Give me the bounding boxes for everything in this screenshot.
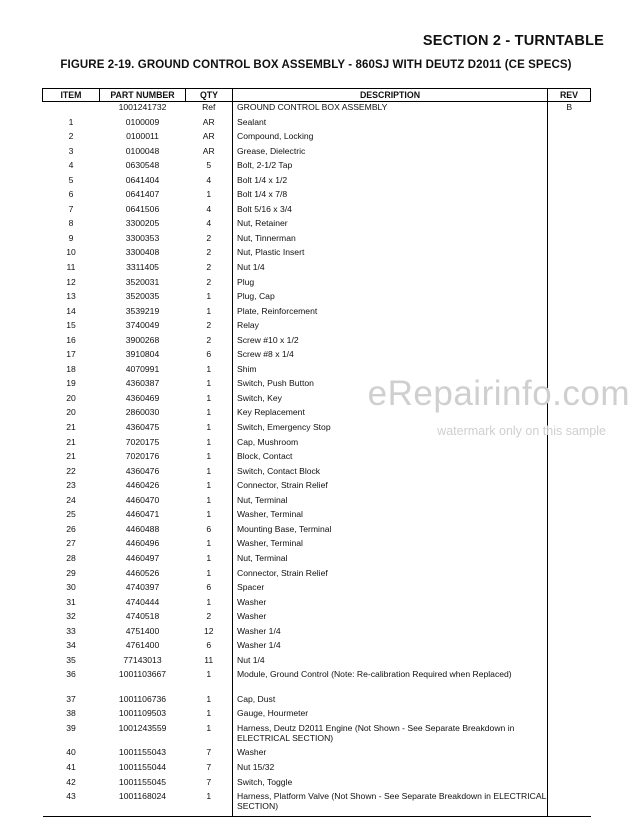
cell-part-number: 4460470: [125, 494, 160, 505]
cell-part-number: 4460471: [125, 509, 160, 520]
cell-part-number: 3900268: [125, 334, 160, 345]
watermark-note: watermark only on this sample: [437, 424, 606, 438]
cell-quantity: 2: [206, 262, 212, 273]
cell-part-number: 4460497: [125, 552, 160, 563]
cell-part-number: 3311405: [126, 262, 159, 273]
cell-quantity: 6: [206, 523, 212, 534]
cell-description: Harness, Deutz D2011 Engine (Not Shown - See Separate Breakdown in ELECTRICAL SECTION): [233, 723, 548, 748]
cell-description: Plate, Reinforcement: [233, 306, 548, 321]
table-row: [43, 777, 591, 792]
cell-item-number: 20: [66, 407, 76, 418]
cell-part-number: 3520035: [125, 291, 160, 302]
cell-item-number: [43, 102, 100, 117]
cell-revision: [548, 306, 591, 321]
cell-quantity: 1: [206, 189, 212, 200]
table-row: [43, 189, 591, 204]
cell-revision: [548, 723, 591, 748]
table-row: [43, 669, 591, 694]
cell-item-number: 8: [68, 218, 74, 229]
cell-part-number: 1001168024: [100, 791, 186, 816]
cell-revision: [548, 524, 591, 539]
column-header-rev: REV: [548, 89, 591, 102]
cell-description: Harness, Platform Valve (Not Shown - See Separate Breakdown in ELECTRICAL SECTION): [233, 791, 548, 816]
table-row: [43, 723, 591, 748]
cell-revision: [548, 146, 591, 161]
cell-item-number: 18: [66, 363, 76, 374]
table-row: [43, 146, 591, 161]
cell-quantity: AR: [202, 145, 215, 156]
cell-item-number: 19: [66, 378, 76, 389]
cell-revision: [548, 291, 591, 306]
cell-item-number: 39: [66, 722, 76, 733]
cell-revision: [548, 480, 591, 495]
table-row: [43, 262, 591, 277]
cell-description: Bolt 5/16 x 3/4: [233, 204, 548, 219]
cell-quantity: 1: [206, 363, 212, 374]
cell-revision: [548, 495, 591, 510]
table-row: [43, 582, 591, 597]
cell-item-number: 29: [66, 567, 76, 578]
table-row: [43, 320, 591, 335]
cell-quantity: 1: [206, 567, 212, 578]
cell-description: Switch, Emergency Stop: [233, 422, 548, 437]
cell-part-number: 4751400: [125, 625, 160, 636]
cell-revision: [548, 791, 591, 816]
cell-description: Compound, Locking: [233, 131, 548, 146]
cell-item-number: 11: [66, 262, 76, 273]
cell-item-number: 5: [68, 174, 74, 185]
cell-part-number: 4740397: [125, 582, 160, 593]
cell-item-number: 20: [66, 392, 76, 403]
cell-part-number: 0100011: [126, 131, 159, 142]
cell-part-number: 1001106736: [118, 693, 167, 704]
table-row: [43, 791, 591, 816]
cell-item-number: 31: [66, 596, 76, 607]
cell-part-number: 1001103667: [118, 669, 167, 680]
table-row: [43, 451, 591, 466]
cell-item-number: 43: [43, 791, 100, 816]
cell-item-number: 12: [66, 276, 76, 287]
cell-item-number: 2: [68, 131, 74, 142]
cell-revision: [548, 640, 591, 655]
cell-description: Cap, Dust: [233, 694, 548, 709]
cell-revision: [548, 538, 591, 553]
cell-item-number: 15: [66, 320, 76, 331]
cell-revision: [548, 747, 591, 762]
cell-part-number: 4460426: [125, 480, 160, 491]
cell-description: Nut, Retainer: [233, 218, 548, 233]
cell-item-number: 1: [68, 116, 74, 127]
cell-description: Washer: [233, 597, 548, 612]
cell-quantity: 1: [206, 291, 212, 302]
cell-revision: [548, 611, 591, 626]
cell-quantity: 1: [206, 378, 212, 389]
cell-item-number: 24: [66, 494, 76, 505]
cell-part-number: 4761400: [125, 640, 160, 651]
cell-part-number: 3300353: [125, 232, 160, 243]
cell-description: Switch, Contact Block: [233, 466, 548, 481]
cell-description: Washer: [233, 747, 548, 762]
cell-part-number: 7020176: [125, 451, 160, 462]
table-row: [43, 538, 591, 553]
cell-part-number: 4460488: [125, 523, 160, 534]
cell-revision: [548, 553, 591, 568]
cell-quantity: 1: [206, 693, 212, 704]
cell-item-number: 36: [66, 669, 76, 680]
cell-item-number: 7: [68, 203, 74, 214]
cell-quantity: 1: [206, 552, 212, 563]
cell-part-number: 3740049: [125, 320, 160, 331]
cell-description: Switch, Push Button: [233, 378, 548, 393]
cell-revision: [548, 335, 591, 350]
cell-quantity: 6: [206, 640, 212, 651]
cell-revision: [548, 262, 591, 277]
cell-item-number: 16: [66, 334, 76, 345]
cell-revision: [548, 349, 591, 364]
cell-description: Nut 15/32: [233, 762, 548, 777]
cell-description: Washer 1/4: [233, 640, 548, 655]
cell-item-number: 3: [68, 145, 74, 156]
table-row: [43, 204, 591, 219]
cell-quantity: 2: [206, 334, 212, 345]
cell-quantity: 11: [204, 654, 214, 665]
cell-item-number: 27: [66, 538, 76, 549]
cell-quantity: 1: [206, 465, 212, 476]
table-row: [43, 626, 591, 641]
cell-revision: [548, 247, 591, 262]
cell-quantity: 1: [186, 791, 233, 816]
cell-item-number: 9: [68, 232, 74, 243]
cell-part-number: 1001243559: [118, 722, 167, 733]
cell-part-number: 0641506: [125, 203, 160, 214]
cell-description: Sealant: [233, 117, 548, 132]
table-row: [43, 277, 591, 292]
cell-quantity: AR: [202, 116, 215, 127]
cell-item-number: 26: [66, 523, 76, 534]
table-row: [43, 480, 591, 495]
table-row: [43, 747, 591, 762]
cell-description: Relay: [233, 320, 548, 335]
cell-quantity: 5: [206, 160, 212, 171]
cell-item-number: 40: [66, 747, 76, 758]
cell-description: Screw #8 x 1/4: [233, 349, 548, 364]
table-row: [43, 495, 591, 510]
table-row: [43, 762, 591, 777]
cell-quantity: 2: [206, 611, 212, 622]
cell-part-number: 1001109503: [118, 708, 167, 719]
table-row: [43, 233, 591, 248]
cell-revision: [548, 277, 591, 292]
cell-revision: [548, 777, 591, 792]
column-header-qty: QTY: [186, 89, 233, 102]
cell-revision: [548, 451, 591, 466]
cell-part-number: 4460496: [125, 538, 160, 549]
cell-item-number: 22: [66, 465, 76, 476]
cell-description: Nut, Terminal: [233, 553, 548, 568]
cell-item-number: 33: [66, 625, 76, 636]
cell-part-number: 1001155043: [118, 747, 167, 758]
cell-revision: [548, 175, 591, 190]
cell-item-number: 28: [66, 552, 76, 563]
cell-revision: [548, 582, 591, 597]
cell-part-number: 1001155044: [118, 761, 167, 772]
cell-part-number: 3520031: [125, 276, 160, 287]
cell-revision: [548, 762, 591, 777]
column-header-description: DESCRIPTION: [233, 89, 548, 102]
cell-part-number: 4460526: [125, 567, 160, 578]
cell-part-number: 4360387: [125, 378, 160, 389]
cell-description: Nut, Tinnerman: [233, 233, 548, 248]
cell-quantity: 2: [206, 247, 212, 258]
cell-quantity: 6: [206, 349, 212, 360]
cell-description: Nut 1/4: [233, 655, 548, 670]
cell-item-number: 41: [66, 761, 76, 772]
cell-description: Shim: [233, 364, 548, 379]
cell-quantity: 1: [206, 436, 212, 447]
cell-item-number: 38: [66, 708, 76, 719]
table-row: [43, 306, 591, 321]
cell-description: Spacer: [233, 582, 548, 597]
table-row: [43, 247, 591, 262]
cell-quantity: 7: [206, 761, 212, 772]
table-row: [43, 437, 591, 452]
cell-revision: [548, 568, 591, 583]
cell-revision: [548, 708, 591, 723]
cell-item-number: 21: [66, 422, 76, 433]
cell-quantity: 1: [206, 509, 212, 520]
cell-quantity: 1: [206, 494, 212, 505]
cell-description: Module, Ground Control (Note: Re-calibration Required when Replaced): [233, 669, 548, 694]
cell-description: Washer, Terminal: [233, 509, 548, 524]
cell-revision: [548, 131, 591, 146]
cell-part-number: 0641404: [125, 174, 160, 185]
cell-item-number: 30: [66, 582, 76, 593]
cell-description: Cap, Mushroom: [233, 437, 548, 452]
cell-description: Washer 1/4: [233, 626, 548, 641]
table-header-row: [43, 89, 591, 102]
cell-part-number: 3910804: [125, 349, 160, 360]
cell-item-number: 10: [66, 247, 76, 258]
cell-quantity: AR: [202, 131, 215, 142]
cell-quantity: 2: [206, 232, 212, 243]
cell-part-number: 4740518: [125, 611, 160, 622]
cell-revision: [548, 655, 591, 670]
cell-item-number: 37: [66, 693, 76, 704]
cell-part-number: 2860030: [125, 407, 160, 418]
cell-item-number: 35: [66, 654, 76, 665]
cell-quantity: 6: [206, 582, 212, 593]
cell-description: Block, Contact: [233, 451, 548, 466]
cell-item-number: 21: [66, 451, 76, 462]
cell-part-number: 0641407: [125, 189, 160, 200]
cell-quantity: 4: [206, 174, 212, 185]
column-header-part-number: PART NUMBER: [100, 89, 186, 102]
table-row: [43, 640, 591, 655]
table-row: [43, 655, 591, 670]
cell-revision: [548, 626, 591, 641]
cell-quantity: 7: [206, 747, 212, 758]
cell-quantity: 2: [206, 320, 212, 331]
table-row: [43, 611, 591, 626]
cell-revision: [548, 694, 591, 709]
cell-part-number: 4740444: [125, 596, 160, 607]
cell-revision: [548, 189, 591, 204]
table-row: [43, 466, 591, 481]
table-row: [43, 553, 591, 568]
cell-description: GROUND CONTROL BOX ASSEMBLY: [233, 102, 548, 117]
cell-item-number: 32: [66, 611, 76, 622]
parts-table-body: [43, 102, 591, 817]
watermark-brand: eRepairinfo.com: [367, 374, 630, 413]
cell-quantity: 12: [203, 625, 214, 636]
cell-revision: [548, 597, 591, 612]
cell-item-number: 21: [66, 436, 76, 447]
cell-description: Nut, Plastic Insert: [233, 247, 548, 262]
table-row: [43, 131, 591, 146]
cell-description: Screw #10 x 1/2: [233, 335, 548, 350]
cell-revision: [548, 233, 591, 248]
cell-part-number: 77143013: [123, 654, 162, 665]
cell-part-number: 7020175: [125, 436, 160, 447]
cell-description: Connector, Strain Relief: [233, 568, 548, 583]
parts-table: [42, 88, 591, 817]
cell-quantity: 1: [206, 480, 212, 491]
cell-part-number: 4360469: [125, 392, 160, 403]
cell-description: Washer: [233, 611, 548, 626]
cell-part-number: 0630548: [125, 160, 160, 171]
cell-quantity: 7: [206, 776, 212, 787]
cell-item-number: 42: [66, 776, 76, 787]
cell-part-number: 4360476: [125, 465, 160, 476]
cell-item-number: 17: [66, 349, 76, 360]
cell-quantity: 1: [206, 305, 212, 316]
cell-quantity: 1: [206, 669, 212, 680]
cell-part-number: 3539219: [125, 305, 160, 316]
cell-description: Connector, Strain Relief: [233, 480, 548, 495]
table-row: [43, 524, 591, 539]
cell-description: Plug: [233, 277, 548, 292]
cell-revision: [548, 204, 591, 219]
cell-description: Gauge, Hourmeter: [233, 708, 548, 723]
cell-quantity: 4: [206, 203, 212, 214]
cell-quantity: 1: [206, 422, 212, 433]
cell-revision: [548, 117, 591, 132]
cell-quantity: 2: [206, 276, 212, 287]
table-row: [43, 568, 591, 583]
cell-description: Bolt 1/4 x 7/8: [233, 189, 548, 204]
cell-part-number: 0100009: [125, 116, 160, 127]
cell-description: Bolt, 2-1/2 Tap: [233, 160, 548, 175]
cell-description: Switch, Key: [233, 393, 548, 408]
table-row: [43, 218, 591, 233]
table-row: [43, 291, 591, 306]
table-row: [43, 335, 591, 350]
table-row: [43, 597, 591, 612]
cell-description: Mounting Base, Terminal: [233, 524, 548, 539]
cell-description: Switch, Toggle: [233, 777, 548, 792]
cell-item-number: 23: [66, 480, 76, 491]
cell-item-number: 25: [66, 509, 76, 520]
cell-revision: [548, 669, 591, 694]
cell-item-number: 6: [68, 189, 74, 200]
cell-quantity: 1: [206, 538, 212, 549]
figure-title: FIGURE 2-19. GROUND CONTROL BOX ASSEMBLY - 860SJ WITH DEUTZ D2011 (CE SPECS): [60, 59, 572, 71]
table-row: [43, 102, 591, 117]
cell-revision: [548, 509, 591, 524]
cell-item-number: 4: [68, 160, 74, 171]
cell-part-number: 1001155045: [118, 776, 167, 787]
cell-revision: [548, 466, 591, 481]
cell-description: Washer, Terminal: [233, 538, 548, 553]
column-header-item: ITEM: [43, 89, 100, 102]
cell-description: Bolt 1/4 x 1/2: [233, 175, 548, 190]
cell-description: Plug, Cap: [233, 291, 548, 306]
cell-revision: [548, 218, 591, 233]
table-row: [43, 117, 591, 132]
cell-quantity: 1: [206, 407, 212, 418]
cell-quantity: 1: [206, 708, 212, 719]
table-row: [43, 175, 591, 190]
cell-description: Nut 1/4: [233, 262, 548, 277]
cell-revision: B: [548, 102, 591, 117]
table-row: [43, 694, 591, 709]
cell-part-number: 4360475: [125, 422, 160, 433]
cell-item-number: 14: [66, 305, 76, 316]
table-row: [43, 509, 591, 524]
cell-part-number: 0100048: [125, 145, 160, 156]
cell-part-number: 3300408: [125, 247, 160, 258]
cell-part-number: 1001241732: [118, 102, 167, 112]
cell-revision: [548, 160, 591, 175]
cell-item-number: 34: [66, 640, 76, 651]
cell-revision: [548, 320, 591, 335]
cell-quantity: 1: [206, 392, 212, 403]
cell-revision: [548, 437, 591, 452]
cell-quantity: 4: [206, 218, 212, 229]
cell-part-number: 4070991: [125, 363, 160, 374]
cell-quantity: 1: [206, 451, 212, 462]
cell-quantity: 1: [206, 722, 212, 733]
cell-quantity: Ref: [202, 102, 216, 112]
table-row: [43, 349, 591, 364]
cell-item-number: 13: [66, 291, 76, 302]
section-title: SECTION 2 - TURNTABLE: [422, 33, 604, 49]
watermark: [368, 374, 630, 438]
cell-description: Grease, Dielectric: [233, 146, 548, 161]
cell-part-number: 3300205: [125, 218, 160, 229]
cell-description: Key Replacement: [233, 407, 548, 422]
cell-description: Nut, Terminal: [233, 495, 548, 510]
table-row: [43, 708, 591, 723]
table-row: [43, 160, 591, 175]
cell-quantity: 1: [206, 596, 212, 607]
